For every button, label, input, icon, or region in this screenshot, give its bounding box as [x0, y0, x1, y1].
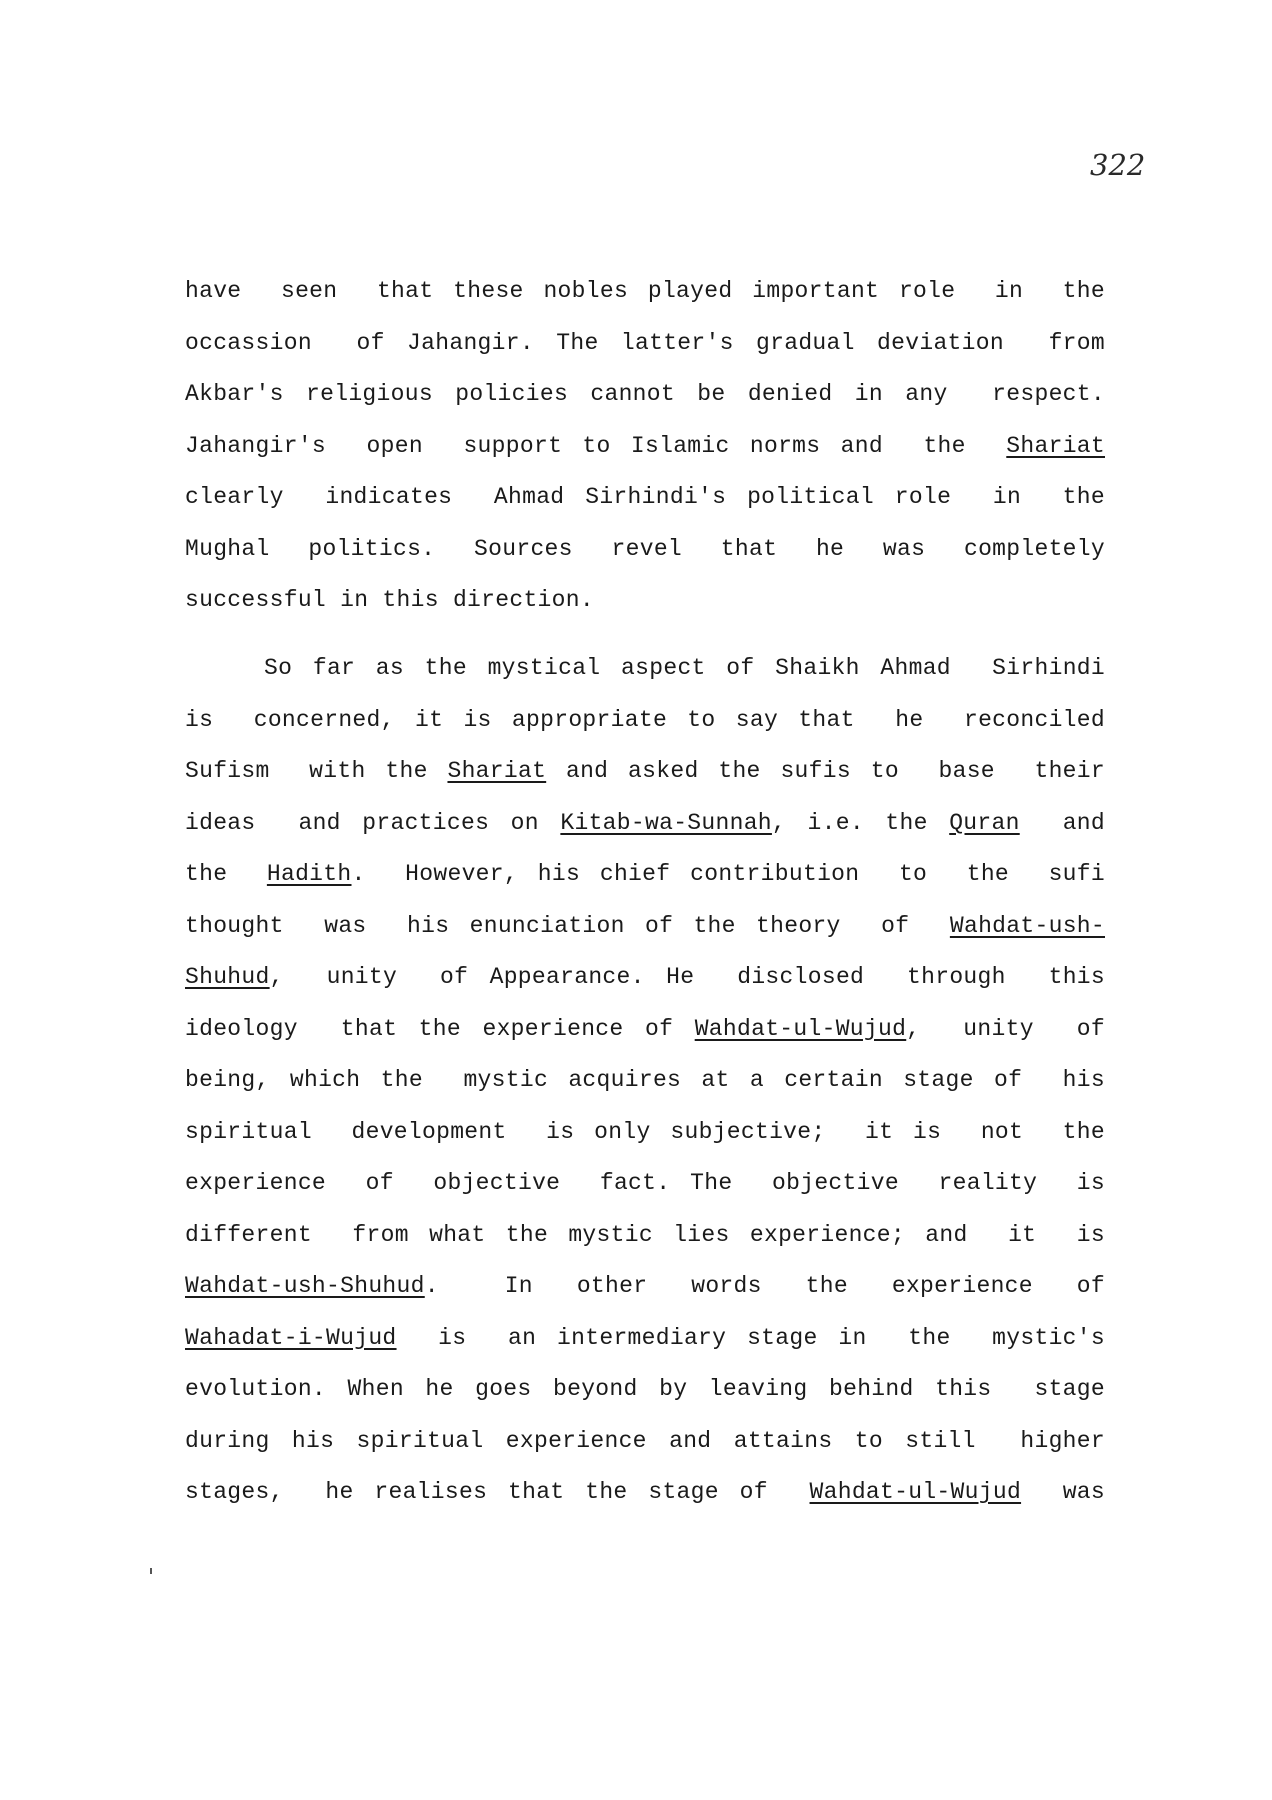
text-span: ideology that the experience of	[185, 1015, 695, 1042]
text-span: stages, he realises that the stage of	[185, 1479, 810, 1505]
underlined-term: Wahadat-i-Wujud	[185, 1324, 397, 1351]
text-line	[185, 421, 1105, 473]
text-line	[185, 266, 1105, 318]
text-span: Sufism with the	[185, 758, 448, 784]
text-line	[185, 1467, 1105, 1519]
text-line	[185, 369, 1105, 421]
text-line	[185, 524, 1105, 576]
text-line	[185, 1313, 1105, 1365]
text-line	[185, 575, 1105, 627]
text-span: occassion of Jahangir. The latter's gradual deviation from	[185, 329, 1105, 356]
text-line	[185, 472, 1105, 524]
text-line	[185, 849, 1105, 901]
text-line	[185, 1364, 1105, 1416]
text-line	[185, 901, 1105, 953]
text-span: is concerned, it is appropriate to say that he reconciled	[185, 706, 1105, 733]
text-span: evolution. When he goes beyond by leaving behind this stage	[185, 1376, 1105, 1402]
underlined-term: Shuhud	[185, 964, 270, 990]
paragraph-2	[185, 643, 1105, 1519]
text-line	[185, 1055, 1105, 1107]
text-line	[185, 643, 1105, 695]
underlined-term: Hadith	[266, 861, 352, 887]
text-line	[185, 1261, 1105, 1313]
text-line	[185, 1004, 1105, 1056]
text-line	[185, 746, 1105, 798]
text-line	[185, 1107, 1105, 1159]
text-span: . In other words the experience of	[424, 1273, 1105, 1299]
underlined-term: Wahdat-ush-Shuhud	[185, 1273, 425, 1299]
text-span: , unity of Appearance. He disclosed through this	[269, 964, 1105, 990]
text-span: clearly indicates Ahmad Sirhindi's political role in the	[185, 484, 1105, 510]
underlined-term: Quran	[949, 809, 1020, 836]
text-span: was	[1021, 1479, 1105, 1505]
text-span: So far as the mystical aspect of Shaikh Ahmad Sirhindi	[264, 655, 1105, 681]
text-span: Mughal politics. Sources revel that he was completely	[185, 535, 1105, 562]
text-span: thought was his enunciation of the theory of	[185, 912, 950, 939]
text-span: and asked the sufis to base their	[546, 758, 1105, 784]
text-span: experience of objective fact. The objective reality is	[185, 1170, 1105, 1196]
page-number: 322	[1090, 148, 1146, 182]
text-line	[185, 1416, 1105, 1468]
underlined-term: Wahdat-ul-Wujud	[694, 1015, 907, 1042]
text-span: being, which the mystic acquires at a certain stage of his	[185, 1067, 1105, 1093]
text-span: , unity of	[906, 1015, 1105, 1042]
text-line	[185, 798, 1105, 850]
text-span: and	[1019, 809, 1105, 836]
text-line	[185, 1158, 1105, 1210]
text-span: ideas and practices on	[185, 809, 561, 836]
text-span: . However, his chief contribution to the sufi	[351, 861, 1105, 887]
text-line	[185, 695, 1105, 747]
text-span: spiritual development is only subjective; it is not the	[185, 1118, 1105, 1145]
text-line	[185, 952, 1105, 1004]
underlined-term: Shariat	[447, 758, 547, 784]
text-span: is an intermediary stage in the mystic's	[396, 1324, 1105, 1351]
text-span: Jahangir's open support to Islamic norms and the	[185, 432, 1007, 459]
scan-speck	[150, 1568, 152, 1574]
text-line	[185, 1210, 1105, 1262]
text-span: different from what the mystic lies experience; and it is	[185, 1221, 1105, 1248]
underlined-term: Shariat	[1006, 432, 1105, 459]
text-span: , i.e. the	[771, 809, 950, 836]
underlined-term: Kitab-wa-Sunnah	[560, 809, 772, 836]
text-span: during his spiritual experience and attains to still higher	[185, 1427, 1105, 1454]
paragraph-1	[185, 266, 1105, 627]
text-line	[185, 318, 1105, 370]
text-span: have seen that these nobles played important role in the	[185, 278, 1105, 304]
underlined-term: Wahdat-ush-	[949, 912, 1105, 939]
text-span: Akbar's religious policies cannot be denied in any respect.	[185, 381, 1105, 407]
text-span: the	[185, 861, 267, 887]
text-span: successful in this direction.	[185, 587, 594, 613]
underlined-term: Wahdat-ul-Wujud	[809, 1479, 1022, 1505]
